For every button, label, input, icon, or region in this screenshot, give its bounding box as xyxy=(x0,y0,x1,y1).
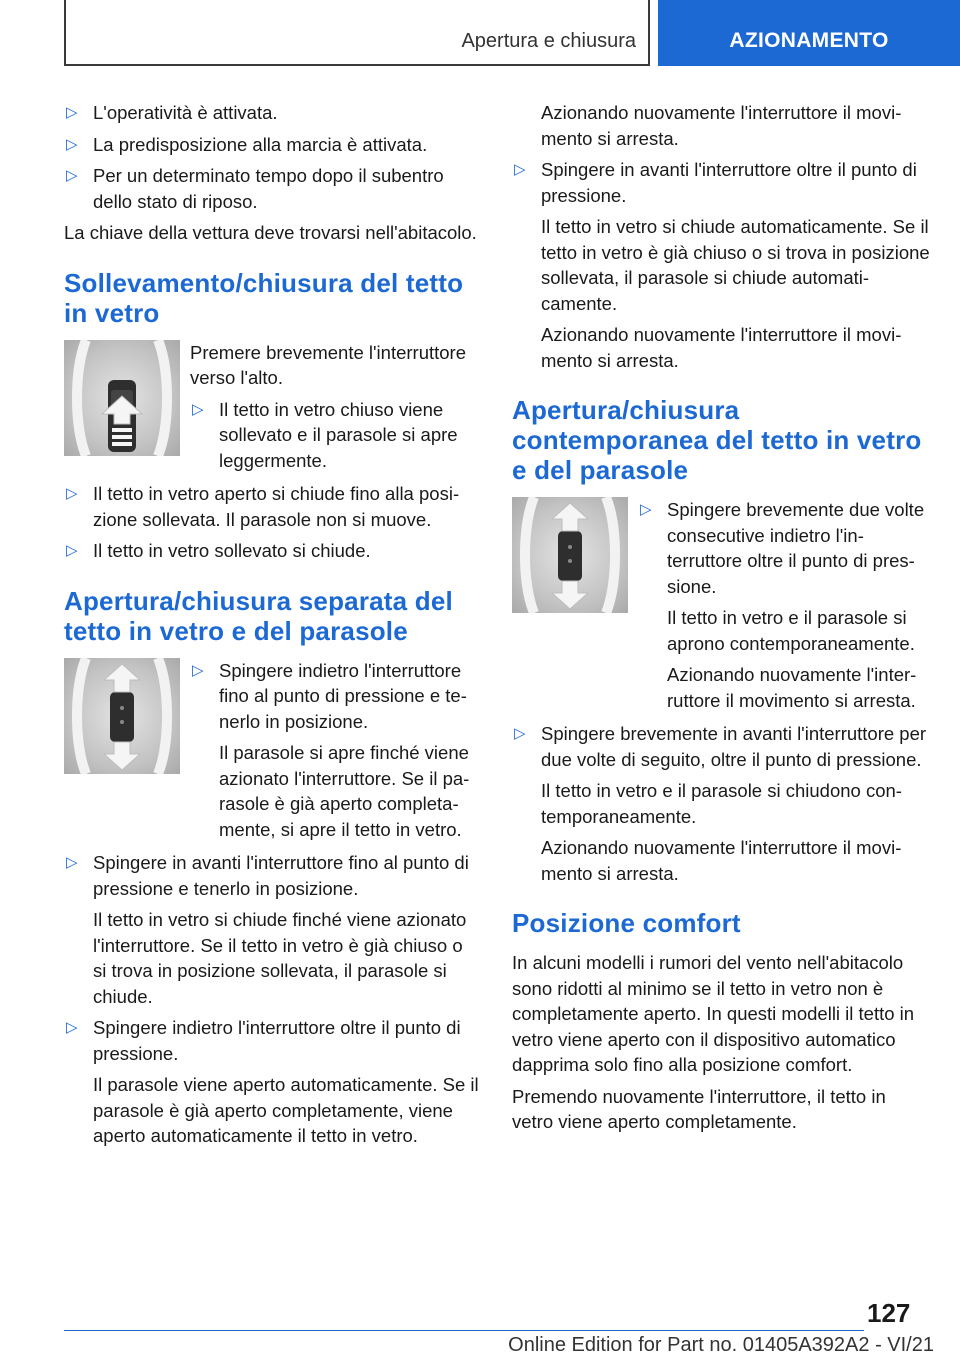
section-heading: Apertura/chiusura contemporanea del tetto in vetro e del parasole xyxy=(512,395,922,485)
footer-divider xyxy=(64,1330,864,1331)
figure-row xyxy=(512,497,930,719)
list-item-detail: Azionando nuovamente l'interruttore il movimento si arresta. xyxy=(541,102,902,149)
triangle-right-icon: ▷ xyxy=(192,400,204,418)
section-heading: Sollevamento/chiusura del tetto in vetro xyxy=(64,267,464,328)
list-item-detail: Il tetto in vetro si chiude finché viene azionato l'interruttore. Se il tetto in vetro è già chiuso o si trova in posizione sollevata, il parasole si chiude. xyxy=(93,909,467,1007)
triangle-right-icon: ▷ xyxy=(66,104,78,121)
triangle-right-icon: ▷ xyxy=(66,135,78,153)
list-item: ▷ Spingere brevemente in avanti l'interruttore per due volte di seguito, oltre il punto di pressione. xyxy=(514,723,927,770)
list-item-detail: Azionando nuovamente l'interruttore il movimento si arresta. xyxy=(667,664,917,711)
list-item: ▷ Il tetto in vetro aperto si chiude fino alla posizione sollevata. Il parasole non si muove. xyxy=(66,483,460,530)
list-item-detail: Il parasole viene aperto automaticamente. Se il parasole è già aperto completamente, viene aperto automaticamente il tetto in vetro. xyxy=(93,1074,479,1146)
triangle-right-icon: ▷ xyxy=(514,161,526,178)
triangle-right-icon: ▷ xyxy=(66,854,78,871)
switch-up-illustration xyxy=(64,340,180,456)
edition-note: Online Edition for Part no. 01405A392A2 - VI/21 xyxy=(508,1334,934,1356)
paragraph: In alcuni modelli i rumori del vento nell'abitacolo sono ridotti al minimo se il tetto in vetro non è completamente aperto. In questi modelli il tetto in vetro viene aperto con il dispositivo automatico dapprima solo fino alla posizione comfort. xyxy=(512,952,915,1075)
paragraph: La chiave della vettura deve trovarsi nell'abitacolo. xyxy=(64,222,477,243)
section-heading: Apertura/chiusura separata del tetto in vetro e del parasole xyxy=(64,585,453,646)
list-item-detail: Il tetto in vetro e il parasole si aprono contemporaneamente. xyxy=(667,607,915,654)
figure-row xyxy=(64,340,480,480)
list-item: ▷ L'operatività è attivata. xyxy=(64,100,480,126)
paragraph: Premendo nuovamente l'interruttore, il tetto in vetro viene aperto completamente. xyxy=(512,1085,886,1132)
triangle-right-icon: ▷ xyxy=(66,485,78,502)
chapter-tab: AZIONAMENTO xyxy=(658,0,960,66)
switch-up-down-illustration xyxy=(64,658,180,774)
list-item: ▷ Il tetto in vetro sollevato si chiude. xyxy=(64,538,480,564)
header-frame xyxy=(64,0,650,66)
switch-up-down-illustration xyxy=(512,497,628,613)
list-item: ▷ La predisposizione alla marcia è attivata. xyxy=(64,132,480,158)
list-item: ▷ Spingere brevemente due volte consecutive indietro l'interruttore oltre il punto di pressione. xyxy=(640,499,925,597)
triangle-right-icon: ▷ xyxy=(66,1019,78,1036)
list-item-detail: Azionando nuovamente l'interruttore il movimento si arresta. xyxy=(541,324,902,371)
triangle-right-icon: ▷ xyxy=(514,725,526,742)
list-item: ▷ Spingere in avanti l'interruttore fino al punto di pressione e tenerlo in posizione. xyxy=(66,852,469,899)
list-item: ▷ Per un determinato tempo dopo il subentro dello stato di riposo. xyxy=(66,165,444,212)
page-number: 127 xyxy=(867,1298,911,1328)
list-item: ▷ Spingere indietro l'interruttore oltre il punto di pressione. xyxy=(66,1017,461,1064)
right-column xyxy=(512,100,930,1141)
list-item-detail: Il tetto in vetro e il parasole si chiudono contemporaneamente. xyxy=(541,780,902,827)
figure-row xyxy=(64,658,480,849)
list-item-detail: Il parasole si apre finché viene azionato l'interruttore. Se il parasole è già aperto completamente, si apre il tetto in vetro. xyxy=(219,742,470,840)
triangle-right-icon: ▷ xyxy=(640,501,652,518)
paragraph: Premere brevemente l'interruttore verso l'alto. xyxy=(190,341,467,388)
left-column xyxy=(64,100,480,1155)
list-item-detail: Il tetto in vetro si chiude automaticamente. Se il tetto in vetro è già chiuso o si trova in posizione sollevata, il parasole si chiude automaticamente. xyxy=(541,216,930,314)
section-heading: Posizione comfort xyxy=(512,908,741,938)
triangle-right-icon: ▷ xyxy=(66,542,78,559)
triangle-right-icon: ▷ xyxy=(66,167,78,184)
triangle-right-icon: ▷ xyxy=(192,661,204,679)
list-item: ▷ Spingere indietro l'interruttore fino al punto di pressione e tenerlo in posizione. xyxy=(192,659,467,732)
list-item-detail: Azionando nuovamente l'interruttore il movimento si arresta. xyxy=(541,837,902,884)
list-item: ▷ Spingere in avanti l'interruttore oltre il punto di pressione. xyxy=(514,159,917,206)
section-title: Apertura e chiusura xyxy=(461,30,636,52)
list-item: ▷ Il tetto in vetro chiuso viene sollevato e il parasole si apre leggermente. xyxy=(192,398,458,471)
